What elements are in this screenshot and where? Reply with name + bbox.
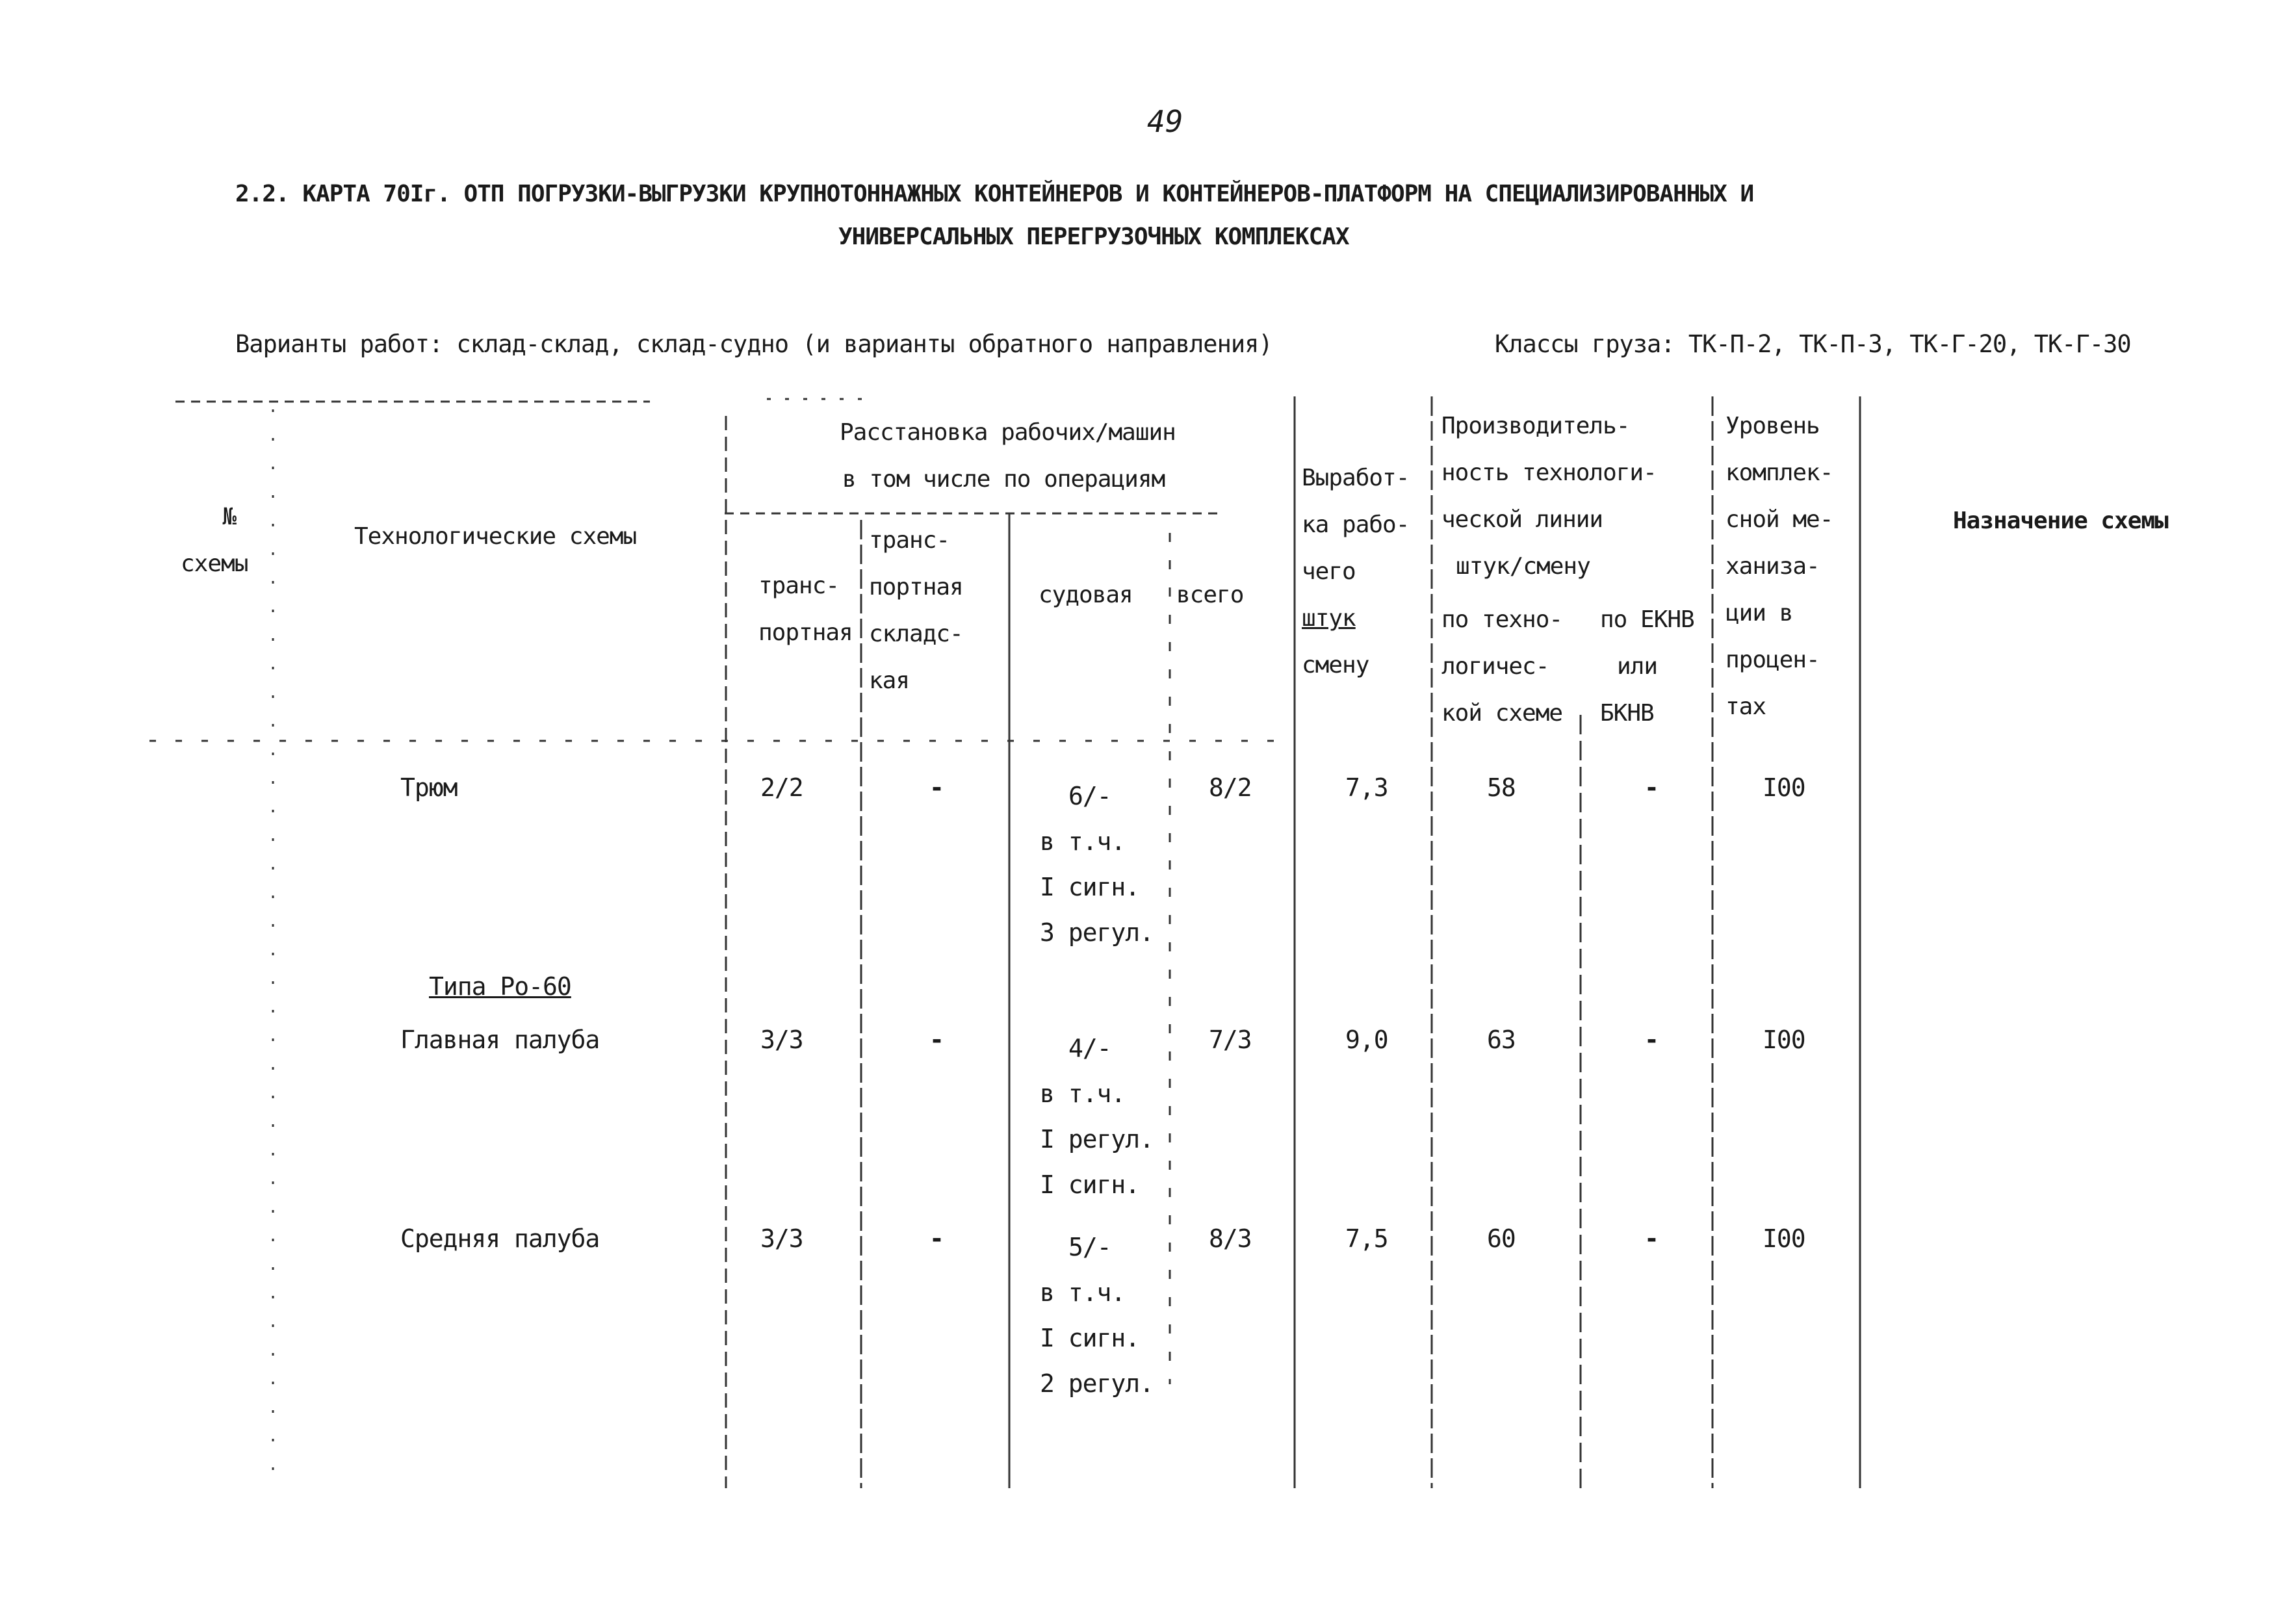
header-by-eknv-line3: БКНВ [1600,700,1654,727]
row1-total: 8/2 [1209,773,1252,802]
header-output-line4: штук [1302,605,1356,632]
cargo-classes: Классы груза: ТК-П-2, ТК-П-3, ТК-Г-20, ТК-Г-30 [1495,330,2131,358]
header-by-eknv-line1: по ЕКНВ [1600,606,1694,633]
row3-by-eknv: - [1644,1224,1659,1253]
row2-mechanization: I00 [1763,1025,1805,1054]
row1-scheme: Трюм [400,773,458,802]
row2-output: 9,0 [1345,1025,1388,1054]
header-mech-line1: Уровень [1725,413,1820,439]
row1-transport-warehouse: - [929,773,944,802]
header-tw-line1: транс- [869,527,950,554]
header-total: всего [1176,582,1244,608]
row2-ship-line1: 4/- [1068,1034,1111,1063]
header-num-line1: № [222,504,237,530]
header-by-scheme-line2: логичес- [1441,653,1549,680]
header-productivity-line2: ность технологи- [1441,459,1657,486]
row2-ship-line4: I сигн. [1040,1170,1140,1199]
row3-transport-warehouse: - [929,1224,944,1253]
row3-transport: 3/3 [760,1224,803,1253]
header-productivity-line4: штук/смену [1456,553,1590,580]
header-by-scheme-line3: кой схеме [1441,700,1563,727]
header-tw-line2: портная [869,574,963,600]
row3-ship-line1: 5/- [1068,1233,1111,1261]
header-mech-line3: сной ме- [1725,506,1833,533]
header-output-line3: чего [1302,558,1356,585]
header-tw-line3: складс- [869,621,963,647]
page-number: 49 [1147,104,1183,139]
header-transport-line2: портная [758,619,853,646]
header-num-line2: схемы [181,550,248,577]
row1-mechanization: I00 [1763,773,1805,802]
header-mech-line7: тах [1725,693,1766,720]
row2-ship-line3: I регул. [1040,1125,1154,1154]
row3-ship-line4: 2 регул. [1040,1369,1154,1398]
header-output [1302,455,1409,689]
row3-total: 8/3 [1209,1224,1252,1253]
row1-ship-line2: в т.ч. [1040,827,1126,856]
work-variants: Варианты работ: склад-склад, склад-судно (и варианты обратного направления) [235,330,1273,358]
row3-by-scheme: 60 [1487,1224,1516,1253]
row2-subheading: Типа Ро-60 [429,972,571,1001]
row1-transport: 2/2 [760,773,803,802]
row3-scheme: Средняя палуба [400,1224,600,1253]
header-mech-line5: ции в [1725,600,1793,626]
row1-by-scheme: 58 [1487,773,1516,802]
header-output-line2: ка рабо- [1302,511,1410,538]
header-output-line5: смену [1302,652,1369,678]
row2-ship [1040,1025,1154,1207]
row3-ship-line2: в т.ч. [1040,1278,1126,1307]
header-purpose: Назначение схемы [1953,508,2168,534]
row3-ship-line3: I сигн. [1040,1324,1140,1352]
row3-mechanization: I00 [1763,1224,1805,1253]
header-by-scheme [1441,597,1562,737]
header-scheme-number [181,494,248,587]
header-productivity [1441,403,1657,590]
row2-transport: 3/3 [760,1025,803,1054]
header-by-scheme-line1: по техно- [1441,606,1563,633]
header-transport-warehouse [869,517,963,704]
header-mech-line2: комплек- [1725,459,1833,486]
row1-ship-line3: I сигн. [1040,873,1140,901]
header-placement-line2: в том числе по операциям [842,466,1165,493]
header-mech-line4: ханиза- [1725,553,1820,580]
header-transport-line1: транс- [758,573,840,599]
row2-scheme: Главная палуба [400,1025,600,1054]
row2-by-eknv: - [1644,1025,1659,1054]
header-output-line1: Выработ- [1302,465,1410,491]
header-productivity-line3: ческой линии [1441,506,1603,533]
document-title-line1: 2.2. КАРТА 70Iг. ОТП ПОГРУЗКИ-ВЫГРУЗКИ КРУПНОТОННАЖНЫХ КОНТЕЙНЕРОВ И КОНТЕЙНЕРОВ-ПЛАТФОРМ НА СПЕЦИАЛИЗИРОВАННЫХ И [235,181,1754,207]
header-mechanization [1725,403,1833,730]
header-by-eknv [1600,597,1694,737]
row2-total: 7/3 [1209,1025,1252,1054]
header-tw-line4: кая [869,667,910,694]
row2-by-scheme: 63 [1487,1025,1516,1054]
row1-ship-line1: 6/- [1068,782,1111,810]
header-productivity-line1: Производитель- [1441,413,1630,439]
row3-ship [1040,1224,1154,1406]
header-transport [758,563,853,656]
document-title-line2: УНИВЕРСАЛЬНЫХ ПЕРЕГРУЗОЧНЫХ КОМПЛЕКСАХ [838,224,1349,250]
row3-output: 7,5 [1345,1224,1388,1253]
header-placement [840,409,1176,503]
row1-by-eknv: - [1644,773,1659,802]
row1-ship-line4: 3 регул. [1040,918,1154,947]
header-schemes: Технологические схемы [354,523,637,550]
row2-transport-warehouse: - [929,1025,944,1054]
header-mech-line6: процен- [1725,647,1820,673]
header-placement-line1: Расстановка рабочих/машин [840,419,1176,446]
row2-ship-line2: в т.ч. [1040,1079,1126,1108]
row1-ship [1040,773,1154,955]
header-ship: судовая [1039,582,1133,608]
row1-output: 7,3 [1345,773,1388,802]
header-by-eknv-line2: или [1617,653,1658,680]
